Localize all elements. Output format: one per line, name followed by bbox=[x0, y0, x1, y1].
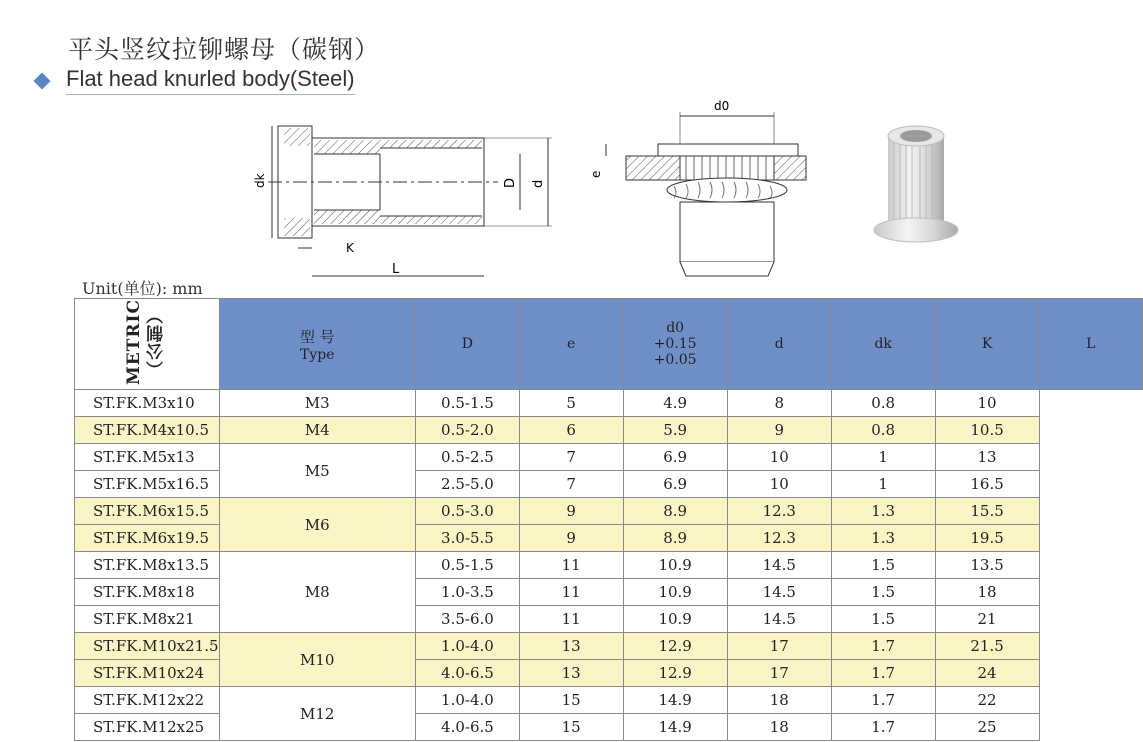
cell-K: 1 bbox=[831, 444, 935, 471]
table-row bbox=[75, 444, 1143, 471]
cell-K: 0.8 bbox=[831, 390, 935, 417]
cell-d0: 7 bbox=[519, 444, 623, 471]
cell-d0: 9 bbox=[519, 525, 623, 552]
section-drawing bbox=[253, 118, 558, 290]
cell-d: 10.9 bbox=[623, 579, 727, 606]
cell-e: 1.0-4.0 bbox=[415, 633, 519, 660]
table-row bbox=[75, 498, 1143, 525]
product-photo bbox=[870, 118, 962, 248]
cell-dk: 12.3 bbox=[727, 525, 831, 552]
cell-type: ST.FK.M5x13 bbox=[75, 444, 220, 471]
cell-d0: 13 bbox=[519, 660, 623, 687]
table-row bbox=[75, 390, 1143, 417]
table-row bbox=[75, 687, 1143, 714]
cell-dk: 9 bbox=[727, 417, 831, 444]
cell-D: M10 bbox=[219, 633, 415, 687]
cell-L: 22 bbox=[935, 687, 1039, 714]
unit-label: Unit(单位): mm bbox=[82, 279, 203, 298]
col-d-header: d bbox=[727, 299, 831, 390]
cell-d: 8.9 bbox=[623, 525, 727, 552]
col-K-header: K bbox=[935, 299, 1039, 390]
cell-e: 4.0-6.5 bbox=[415, 660, 519, 687]
cell-d0: 15 bbox=[519, 687, 623, 714]
diamond-bullet-icon bbox=[34, 72, 51, 89]
cell-D: M4 bbox=[219, 417, 415, 444]
table-row bbox=[75, 552, 1143, 579]
cell-L: 24 bbox=[935, 660, 1039, 687]
cell-d: 14.9 bbox=[623, 714, 727, 741]
col-type-cn: 型 号 bbox=[299, 327, 335, 346]
col-L-header: L bbox=[1039, 299, 1142, 390]
cell-d0: 7 bbox=[519, 471, 623, 498]
cell-d0: 11 bbox=[519, 552, 623, 579]
cell-L: 13.5 bbox=[935, 552, 1039, 579]
col-d0-label: d0 bbox=[666, 320, 685, 337]
subtitle-row bbox=[36, 66, 355, 95]
cell-K: 1.3 bbox=[831, 525, 935, 552]
installed-drawing bbox=[582, 94, 812, 284]
metric-side-cell bbox=[75, 299, 220, 390]
cell-dk: 17 bbox=[727, 633, 831, 660]
cell-K: 1.7 bbox=[831, 687, 935, 714]
cell-d: 14.9 bbox=[623, 687, 727, 714]
cell-d0: 11 bbox=[519, 606, 623, 633]
dim-d0-label: d0 bbox=[714, 99, 730, 113]
metric-side-label: METRIC（公制） bbox=[124, 299, 168, 386]
dim-dk-label: dk bbox=[253, 173, 267, 188]
cell-type: ST.FK.M6x15.5 bbox=[75, 498, 220, 525]
cell-K: 1 bbox=[831, 471, 935, 498]
cell-dk: 18 bbox=[727, 714, 831, 741]
col-type-en: Type bbox=[300, 346, 335, 363]
table-header-row bbox=[75, 299, 1143, 390]
cell-L: 16.5 bbox=[935, 471, 1039, 498]
cell-e: 2.5-5.0 bbox=[415, 471, 519, 498]
dim-L-label: L bbox=[392, 262, 400, 277]
cell-K: 1.7 bbox=[831, 633, 935, 660]
cell-L: 13 bbox=[935, 444, 1039, 471]
cell-L: 25 bbox=[935, 714, 1039, 741]
col-d0-tol-upper: +0.15 bbox=[653, 336, 697, 353]
cell-L: 19.5 bbox=[935, 525, 1039, 552]
cell-type: ST.FK.M12x25 bbox=[75, 714, 220, 741]
cell-K: 1.7 bbox=[831, 714, 935, 741]
cell-type: ST.FK.M8x18 bbox=[75, 579, 220, 606]
cell-D: M5 bbox=[219, 444, 415, 498]
cell-type: ST.FK.M6x19.5 bbox=[75, 525, 220, 552]
cell-dk: 18 bbox=[727, 687, 831, 714]
cell-e: 3.0-5.5 bbox=[415, 525, 519, 552]
cell-type: ST.FK.M5x16.5 bbox=[75, 471, 220, 498]
col-dk-header: dk bbox=[831, 299, 935, 390]
cell-dk: 17 bbox=[727, 660, 831, 687]
cell-e: 0.5-1.5 bbox=[415, 552, 519, 579]
col-D-header: D bbox=[415, 299, 519, 390]
col-d0-tol-lower: +0.05 bbox=[653, 352, 697, 369]
cell-type: ST.FK.M3x10 bbox=[75, 390, 220, 417]
cell-d: 5.9 bbox=[623, 417, 727, 444]
cell-D: M6 bbox=[219, 498, 415, 552]
cell-K: 1.7 bbox=[831, 660, 935, 687]
cell-d0: 15 bbox=[519, 714, 623, 741]
cell-d: 10.9 bbox=[623, 552, 727, 579]
cell-D: M12 bbox=[219, 687, 415, 741]
dim-d-label: d bbox=[531, 179, 546, 188]
cell-D: M8 bbox=[219, 552, 415, 633]
cell-L: 10.5 bbox=[935, 417, 1039, 444]
cell-d: 12.9 bbox=[623, 660, 727, 687]
cell-e: 0.5-1.5 bbox=[415, 390, 519, 417]
table-row bbox=[75, 633, 1143, 660]
cell-d: 6.9 bbox=[623, 471, 727, 498]
cell-K: 1.5 bbox=[831, 606, 935, 633]
cell-type: ST.FK.M10x21.5 bbox=[75, 633, 220, 660]
cell-dk: 10 bbox=[727, 444, 831, 471]
cell-type: ST.FK.M10x24 bbox=[75, 660, 220, 687]
cell-K: 1.5 bbox=[831, 579, 935, 606]
cell-d0: 9 bbox=[519, 498, 623, 525]
cell-d0: 13 bbox=[519, 633, 623, 660]
cell-L: 21 bbox=[935, 606, 1039, 633]
cell-K: 0.8 bbox=[831, 417, 935, 444]
cell-dk: 12.3 bbox=[727, 498, 831, 525]
cell-K: 1.3 bbox=[831, 498, 935, 525]
cell-e: 1.0-4.0 bbox=[415, 687, 519, 714]
page-title-en: Flat head knurled body(Steel) bbox=[66, 66, 355, 95]
table-row bbox=[75, 417, 1143, 444]
cell-e: 3.5-6.0 bbox=[415, 606, 519, 633]
page-title-cn: 平头竖纹拉铆螺母（碳钢） bbox=[68, 35, 381, 64]
cell-d: 8.9 bbox=[623, 498, 727, 525]
cell-L: 10 bbox=[935, 390, 1039, 417]
cell-type: ST.FK.M8x21 bbox=[75, 606, 220, 633]
cell-d0: 11 bbox=[519, 579, 623, 606]
cell-e: 4.0-6.5 bbox=[415, 714, 519, 741]
cell-dk: 10 bbox=[727, 471, 831, 498]
cell-dk: 14.5 bbox=[727, 606, 831, 633]
cell-e: 0.5-2.0 bbox=[415, 417, 519, 444]
cell-D: M3 bbox=[219, 390, 415, 417]
cell-e: 0.5-2.5 bbox=[415, 444, 519, 471]
cell-L: 15.5 bbox=[935, 498, 1039, 525]
dim-K-label: K bbox=[346, 241, 354, 255]
spec-table bbox=[74, 298, 1143, 741]
cell-K: 1.5 bbox=[831, 552, 935, 579]
cell-d: 12.9 bbox=[623, 633, 727, 660]
cell-d0: 6 bbox=[519, 417, 623, 444]
dim-D-label: D bbox=[503, 177, 518, 188]
col-e-header: e bbox=[519, 299, 623, 390]
cell-type: ST.FK.M8x13.5 bbox=[75, 552, 220, 579]
cell-d: 6.9 bbox=[623, 444, 727, 471]
cell-L: 21.5 bbox=[935, 633, 1039, 660]
cell-d: 4.9 bbox=[623, 390, 727, 417]
dim-e-label: e bbox=[589, 170, 603, 178]
cell-type: ST.FK.M4x10.5 bbox=[75, 417, 220, 444]
cell-type: ST.FK.M12x22 bbox=[75, 687, 220, 714]
cell-dk: 8 bbox=[727, 390, 831, 417]
cell-d0: 5 bbox=[519, 390, 623, 417]
col-d0-header bbox=[623, 299, 727, 390]
cell-d: 10.9 bbox=[623, 606, 727, 633]
cell-dk: 14.5 bbox=[727, 579, 831, 606]
cell-e: 1.0-3.5 bbox=[415, 579, 519, 606]
cell-dk: 14.5 bbox=[727, 552, 831, 579]
col-type-header bbox=[219, 299, 415, 390]
cell-L: 18 bbox=[935, 579, 1039, 606]
cell-e: 0.5-3.0 bbox=[415, 498, 519, 525]
